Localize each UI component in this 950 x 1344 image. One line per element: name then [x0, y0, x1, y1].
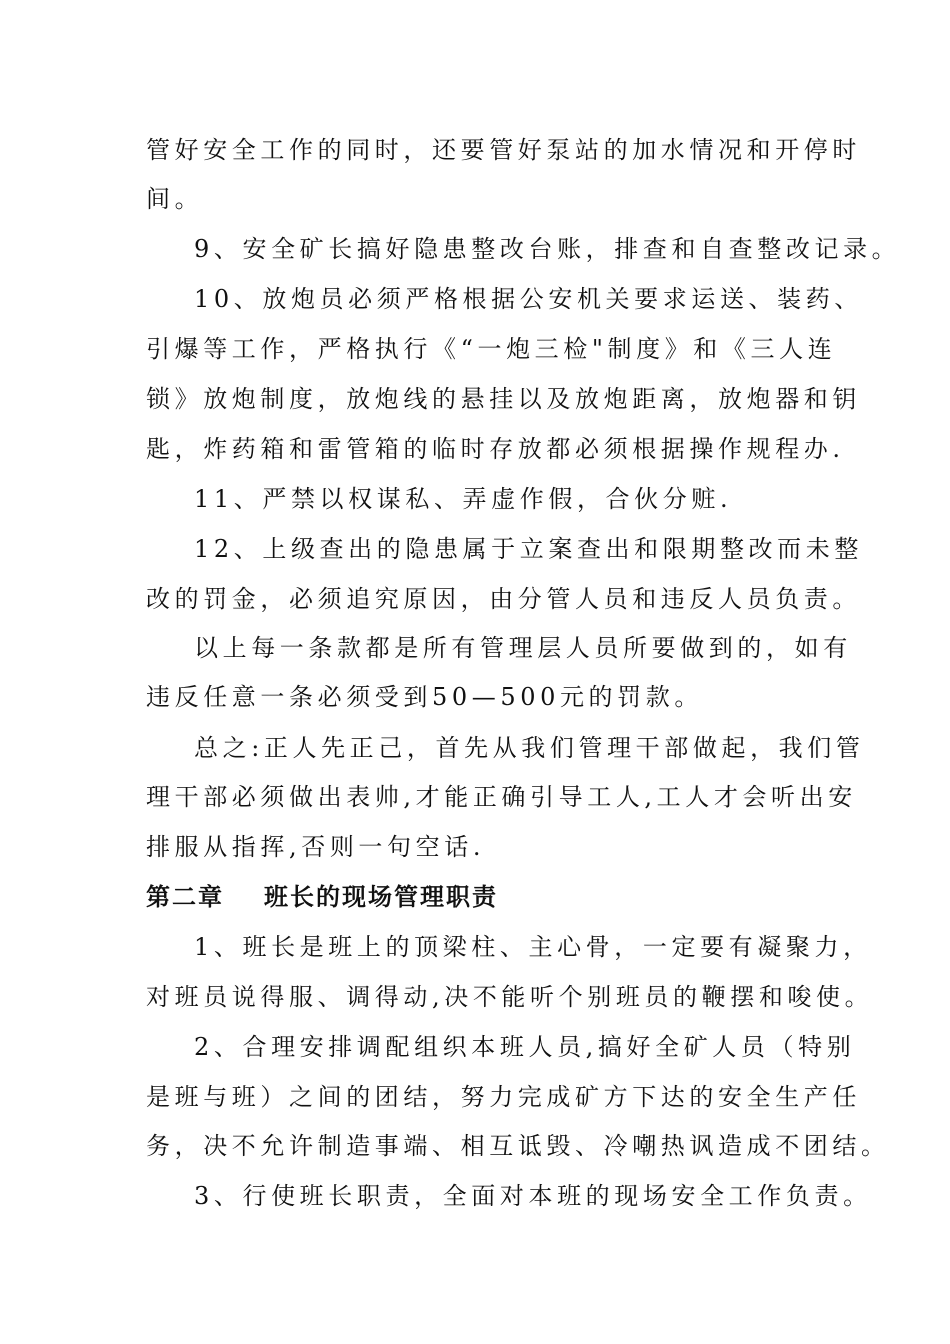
text-line: 对班员说得服、调得动,决不能听个别班员的鞭摆和唆使。	[146, 983, 874, 1011]
text-line: 是班与班）之间的团结，努力完成矿方下达的安全生产任	[146, 1083, 861, 1111]
text-line: 务，决不允许制造事端、相互诋毁、冷嘲热讽造成不团结。	[146, 1132, 890, 1160]
item-11-line: 11、严禁以权谋私、弄虚作假，合伙分赃.	[194, 485, 733, 513]
chapter-heading	[146, 880, 816, 914]
chapter-number: 第二章	[146, 883, 224, 911]
text-line: 间。	[146, 185, 204, 213]
text-line: 改的罚金，必须追究原因，由分管人员和违反人员负责。	[146, 585, 861, 613]
item-1-line: 1、班长是班上的顶梁柱、主心骨，一定要有凝聚力，	[194, 933, 872, 961]
text-line: 引爆等工作，严格执行《“一炮三检"制度》和《三人连	[146, 335, 837, 363]
item-2-line: 2、合理安排调配组织本班人员,搞好全矿人员（特别	[194, 1033, 856, 1061]
item-3-line: 3、行使班长职责，全面对本班的现场安全工作负责。	[194, 1182, 872, 1210]
summary-line: 以上每一条款都是所有管理层人员所要做到的，如有	[194, 634, 852, 662]
text-line: 管好安全工作的同时，还要管好泵站的加水情况和开停时	[146, 136, 861, 164]
item-9-line: 9、安全矿长搞好隐患整改台账，排查和自查整改记录。	[194, 235, 901, 263]
text-line: 违反任意一条必须受到50—500元的罚款。	[146, 683, 703, 711]
text-line: 排服从指挥,否则一句空话.	[146, 833, 486, 861]
conclusion-line: 总之:正人先正己，首先从我们管理干部做起，我们管	[194, 734, 865, 762]
text-line: 匙，炸药箱和雷管箱的临时存放都必须根据操作规程办.	[146, 435, 845, 463]
text-line: 理干部必须做出表帅,才能正确引导工人,工人才会听出安	[146, 783, 857, 811]
item-10-line: 10、放炮员必须严格根据公安机关要求运送、装药、	[194, 285, 863, 313]
chapter-title: 班长的现场管理职责	[264, 883, 498, 911]
item-12-line: 12、上级查出的隐患属于立案查出和限期整改而未整	[194, 535, 863, 563]
text-line: 锁》放炮制度，放炮线的悬挂以及放炮距离，放炮器和钥	[146, 385, 861, 413]
